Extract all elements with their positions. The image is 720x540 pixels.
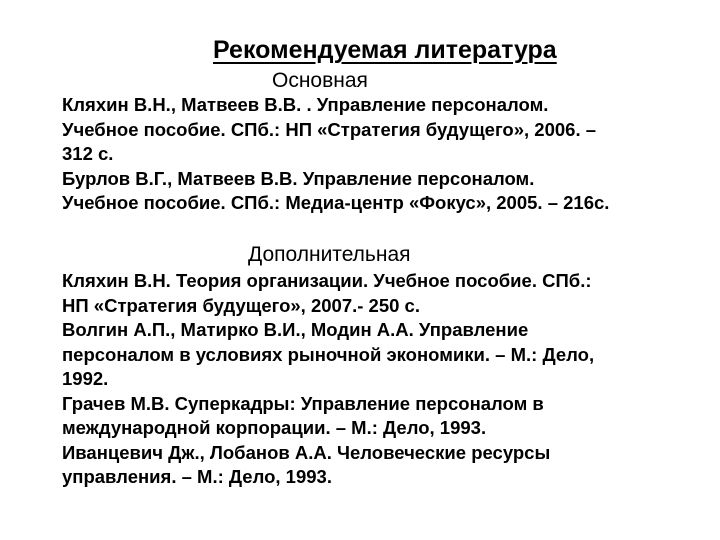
main-literature-line: 312 с. (62, 143, 114, 164)
main-literature-line: Кляхин В.Н., Матвеев В.В. . Управление персоналом. (62, 94, 549, 115)
main-literature-heading: Основная (272, 69, 368, 92)
extra-literature-line: Волгин А.П., Матирко В.И., Модин А.А. Управление (62, 319, 529, 340)
extra-literature-line: 1992. (62, 368, 109, 389)
extra-literature-line: Кляхин В.Н. Теория организации. Учебное пособие. СПб.: (62, 270, 592, 291)
extra-literature-line: международной корпорации. – М.: Дело, 1993. (62, 417, 487, 438)
main-literature-list (62, 93, 609, 216)
extra-literature-line: управления. – М.: Дело, 1993. (62, 466, 332, 487)
extra-literature-line: Иванцевич Дж., Лобанов А.А. Человеческие ресурсы (62, 441, 551, 463)
main-literature-line: Бурлов В.Г., Матвеев В.В. Управление персоналом. (62, 167, 535, 189)
extra-literature-heading: Дополнительная (248, 243, 411, 266)
extra-literature-line: Грачев М.В. Суперкадры: Управление персоналом в (62, 392, 544, 414)
extra-literature-line: НП «Стратегия будущего», 2007.- 250 с. (62, 294, 420, 316)
page-title: Рекомендуемая литература (213, 36, 557, 64)
main-literature-line: Учебное пособие. СПб.: НП «Стратегия будущего», 2006. – (62, 118, 597, 140)
main-literature-line: Учебное пособие. СПб.: Медиа-центр «Фокус», 2005. – 216с. (62, 192, 610, 213)
extra-literature-line: персоналом в условиях рыночной экономики. – М.: Дело, (62, 343, 595, 365)
extra-literature-list (62, 269, 594, 490)
